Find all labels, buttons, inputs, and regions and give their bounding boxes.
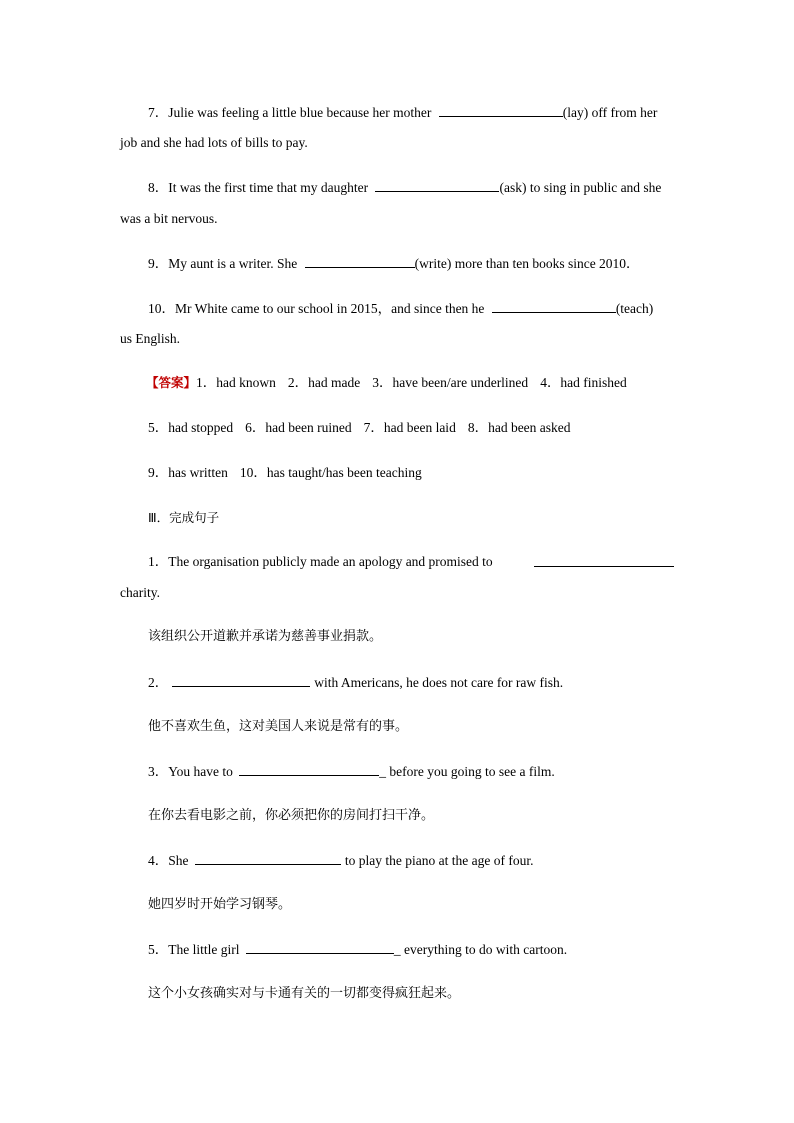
sentence-1-text: 1．The organisation publicly made an apology and promised to xyxy=(148,554,493,569)
sentence-3-rest: _ before you going to see a film. xyxy=(379,764,555,779)
sentence-4-rest: to play the piano at the age of four. xyxy=(344,853,534,868)
sentence-4-line xyxy=(148,852,533,869)
answer-10: 10．has taught/has been teaching xyxy=(239,465,422,480)
question-7-line1 xyxy=(148,104,657,121)
sentence-1-translation: 该组织公开道歉并承诺为慈善事业捐款。 xyxy=(148,629,383,644)
question-8-line1 xyxy=(148,179,661,196)
sentence-1-line2: charity. xyxy=(120,585,160,600)
answer-5: 5．had stopped xyxy=(148,420,234,435)
answers-row-2 xyxy=(148,420,571,436)
sentence-2-number: 2． xyxy=(148,675,169,690)
answers-row-3 xyxy=(148,465,422,481)
question-10-line1 xyxy=(148,300,653,317)
answer-3: 3．have been/are underlined xyxy=(372,375,529,390)
answer-blank[interactable] xyxy=(375,179,499,192)
question-10-hint: (teach) xyxy=(615,301,654,316)
sentence-4-text: 4．She xyxy=(148,853,189,868)
question-10-text: 10．Mr White came to our school in 2015，and since then he xyxy=(148,301,485,316)
question-10-line2: us English. xyxy=(120,331,181,346)
sentence-3-line xyxy=(148,763,555,780)
answer-blank[interactable] xyxy=(305,255,415,268)
question-7-text: 7．Julie was feeling a little blue because her mother xyxy=(148,105,432,120)
question-8-line2: was a bit nervous. xyxy=(120,211,218,226)
answer-blank[interactable] xyxy=(439,104,563,117)
question-7-line2: job and she had lots of bills to pay. xyxy=(120,135,308,150)
sentence-2-translation: 他不喜欢生鱼，这对美国人来说是常有的事。 xyxy=(148,719,409,734)
question-7-hint: (lay) off from her xyxy=(562,105,658,120)
question-9-text: 9．My aunt is a writer. She xyxy=(148,256,298,271)
sentence-5-text: 5．The little girl xyxy=(148,942,240,957)
answers-row-1 xyxy=(146,375,627,391)
sentence-2-text: with Americans, he does not care for raw fish. xyxy=(314,675,564,690)
answer-9: 9．has written xyxy=(148,465,228,480)
section-3-heading: Ⅲ．完成句子 xyxy=(148,510,220,525)
answer-blank[interactable] xyxy=(172,674,310,687)
answer-7: 7．had been laid xyxy=(363,420,456,435)
sentence-3-text: 3．You have to xyxy=(148,764,233,779)
answer-blank[interactable] xyxy=(195,852,341,865)
sentence-4-translation: 她四岁时开始学习钢琴。 xyxy=(148,897,292,912)
answer-1: 1．had known xyxy=(196,375,276,390)
answer-8: 8．had been asked xyxy=(467,420,571,435)
answer-blank[interactable] xyxy=(239,763,379,776)
question-9-hint: (write) more than ten books since 2010． xyxy=(414,256,640,271)
answer-blank[interactable] xyxy=(246,941,394,954)
answer-blank[interactable] xyxy=(492,300,616,313)
sentence-5-rest: _ everything to do with cartoon. xyxy=(393,942,568,957)
question-8-hint: (ask) to sing in public and she xyxy=(499,180,662,195)
sentence-3-translation: 在你去看电影之前，你必须把你的房间打扫干净。 xyxy=(148,808,435,823)
sentence-5-line xyxy=(148,941,567,958)
sentence-5-translation: 这个小女孩确实对与卡通有关的一切都变得疯狂起来。 xyxy=(148,986,461,1001)
sentence-1-line1 xyxy=(148,554,674,570)
answer-blank[interactable] xyxy=(534,554,674,567)
answer-2: 2．had made xyxy=(287,375,361,390)
sentence-2-line xyxy=(148,674,563,691)
answer-tag: 【答案】 xyxy=(146,375,197,390)
answer-4: 4．had finished xyxy=(540,375,627,390)
question-9-line xyxy=(148,255,640,272)
question-8-text: 8．It was the first time that my daughter xyxy=(148,180,369,195)
answer-6: 6．had been ruined xyxy=(245,420,352,435)
